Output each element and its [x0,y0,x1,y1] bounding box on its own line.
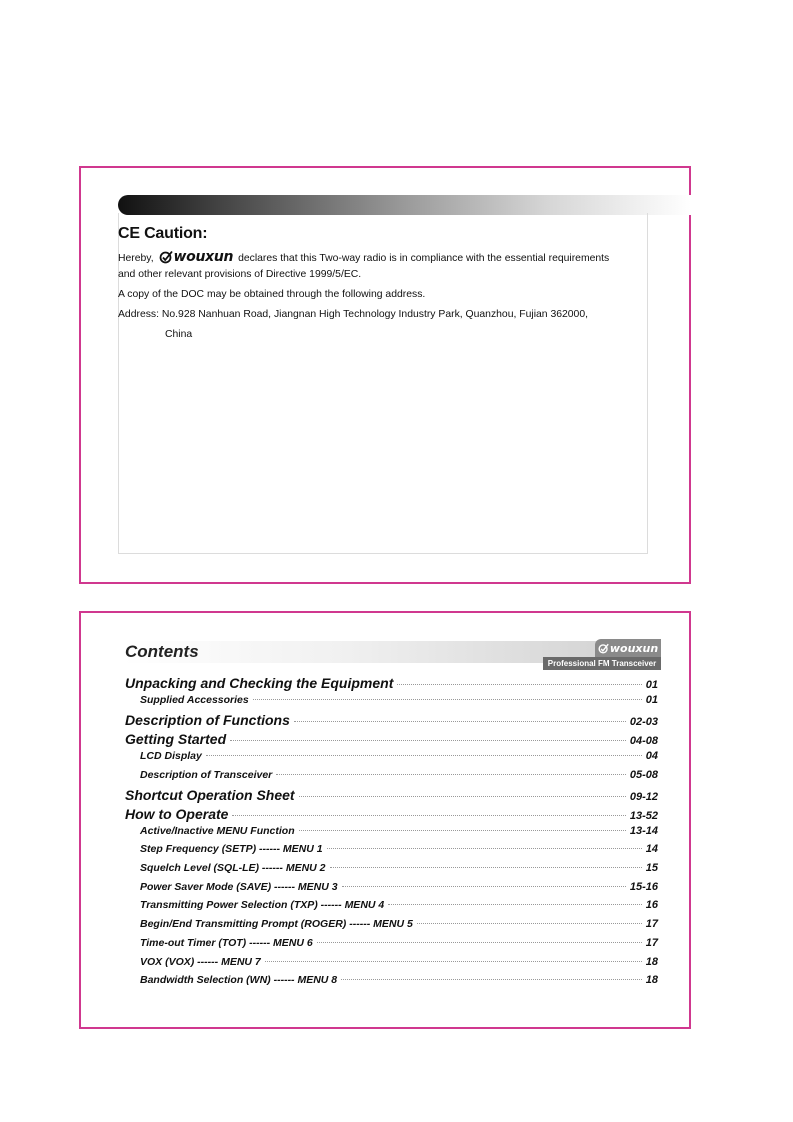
ce-caution-panel [79,166,691,584]
toc-entry-label: Active/Inactive MENU Function [140,824,295,837]
toc-leader-dots [265,961,642,962]
toc-entry-label: Squelch Level (SQL-LE) ------ MENU 2 [140,862,326,874]
toc-entry-label: Transmitting Power Selection (TXP) ------ MENU 4 [140,899,385,912]
toc-entry-label: Supplied Accessories [140,693,249,706]
contents-title: Contents [125,642,199,661]
toc-entry-label: Time-out Timer (TOT) ------ MENU 6 [140,936,313,949]
toc-entry-page: 09-12 [629,791,658,804]
contents-panel [79,611,691,1029]
toc-leader-dots [299,830,626,831]
toc-entry[interactable] [125,675,658,691]
toc-entry[interactable] [140,843,658,855]
wouxun-logo [159,249,234,265]
toc-entry-page: 18 [645,955,658,968]
toc-entry[interactable] [140,956,658,968]
toc-entry[interactable] [140,918,658,930]
toc-leader-dots [397,684,641,685]
toc-entry[interactable] [140,899,658,911]
toc-leader-dots [206,755,642,756]
ce-line-3: A copy of the DOC may be obtained through the following address. [118,289,426,300]
hereby-text: Hereby, [118,253,154,264]
toc-leader-dots [388,904,642,905]
brand-logo-text: wouxun [609,641,659,655]
toc-leader-dots [342,886,626,887]
toc-entry-page: 13-14 [629,824,658,837]
toc-entry[interactable] [140,825,658,837]
toc-leader-dots [253,699,642,700]
toc-entry-label: Step Frequency (SETP) ------ MENU 1 [140,843,323,856]
toc-entry-page: 17 [645,918,658,931]
toc-leader-dots [341,979,642,980]
toc-leader-dots [230,740,626,741]
wouxun-logo-text: wouxun [173,249,234,265]
toc-entry-page: 13-52 [629,809,658,822]
toc-entry-page: 05-08 [629,768,658,781]
toc-entry[interactable] [140,862,658,874]
ce-caution-title: CE Caution: [118,225,208,242]
toc-entry[interactable] [125,806,658,822]
toc-entry-page: 04-08 [629,735,658,748]
brand-tagline: Professional FM Transceiver [543,657,661,670]
toc-entry-label: Getting Started [125,731,227,748]
toc-entry-label: Power Saver Mode (SAVE) ------ MENU 3 [140,880,338,893]
toc-leader-dots [276,774,626,775]
toc-entry-page: 15 [645,862,658,874]
toc-leader-dots [417,923,642,924]
toc-entry[interactable] [140,750,658,762]
toc-leader-dots [294,721,626,722]
toc-entry[interactable] [125,731,658,747]
toc-entry[interactable] [140,769,658,781]
toc-leader-dots [232,815,625,816]
header-gradient-bar [118,195,691,215]
toc-entry-label: Bandwidth Selection (WN) ------ MENU 8 [140,974,338,987]
toc-entry-page: 02-03 [629,716,658,729]
toc-entry-label: Begin/End Transmitting Prompt (ROGER) ------ MENU 5 [140,918,413,931]
toc-entry-page: 17 [645,936,658,949]
wouxun-mark-icon [159,250,173,264]
toc-entry-page: 01 [645,693,658,706]
toc-entry-label: VOX (VOX) ------ MENU 7 [140,955,261,968]
ce-line-1-rest: declares that this Two-way radio is in compliance with the essential requirements [238,253,610,264]
toc-entry-page: 01 [645,679,658,691]
ce-line-2: and other relevant provisions of Directive 1999/5/EC. [118,269,362,280]
brand-badge [543,639,661,673]
toc-entry[interactable] [125,787,658,803]
toc-entry[interactable] [140,694,658,706]
ce-line-4: Address: No.928 Nanhuan Road, Jiangnan High Technology Industry Park, Quanzhou, Fujian 362000, [118,309,589,320]
ce-line-1 [118,249,609,265]
toc-entry[interactable] [140,974,658,986]
toc-entry-page: 04 [645,749,658,762]
ce-line-5: China [165,329,193,340]
toc-entry-label: LCD Display [140,749,202,762]
toc-entry[interactable] [125,712,658,728]
brand-logo [595,639,661,657]
wouxun-mark-icon [598,643,609,654]
toc-leader-dots [299,796,626,797]
toc-entry-label: Description of Transceiver [140,768,273,781]
toc-leader-dots [327,848,642,849]
toc-entry-label: Description of Functions [125,712,290,729]
toc-entry-page: 14 [645,843,658,856]
toc-leader-dots [330,867,642,868]
toc-entry-page: 16 [645,899,658,912]
toc-entry[interactable] [140,937,658,949]
toc-entry[interactable] [140,881,658,893]
toc-entry-label: How to Operate [125,805,229,822]
toc-entry-label: Shortcut Operation Sheet [125,787,295,804]
toc-entry-label: Unpacking and Checking the Equipment [125,675,394,691]
toc-leader-dots [317,942,642,943]
toc-entry-page: 18 [645,974,658,987]
toc-entry-page: 15-16 [629,880,658,893]
